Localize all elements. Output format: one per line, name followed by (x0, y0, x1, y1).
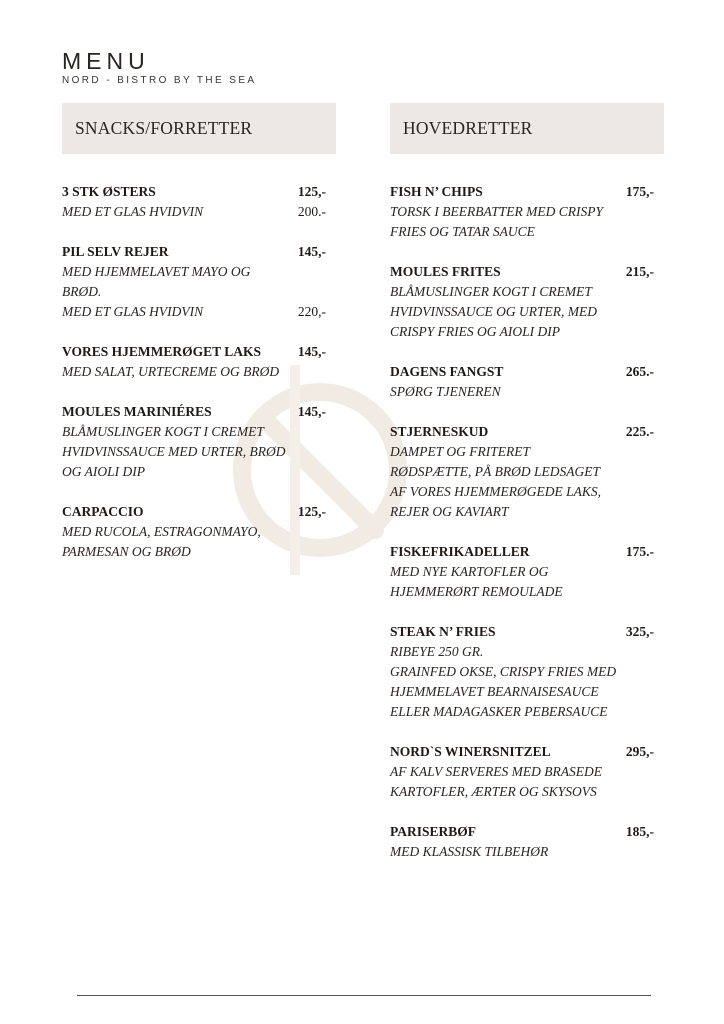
menu-item-description-line (390, 202, 664, 222)
menu-item-price: 225.- (625, 424, 654, 439)
menu-item-option-price: 200.- (297, 204, 326, 219)
menu-item (390, 262, 664, 342)
menu-item-description-line (390, 702, 664, 722)
menu-item-description: CRISPY FRIES OG AIOLI DIP (390, 324, 560, 339)
menu-item-option-price: 220,- (297, 304, 326, 319)
menu-item-description: HJEMMERØRT REMOULADE (390, 584, 563, 599)
menu-item-description-line (390, 322, 664, 342)
menu-item (62, 182, 336, 222)
menu-item-header (62, 182, 336, 202)
menu-item-description: DAMPET OG FRITERET (390, 444, 530, 459)
menu-item-description-line (390, 762, 664, 782)
menu-item-description-line (390, 502, 664, 522)
menu-item-description: MED HJEMMELAVET MAYO OG (62, 264, 251, 279)
menu-item-description: GRAINFED OKSE, CRISPY FRIES MED (390, 664, 617, 679)
menu-item-description-line (390, 442, 664, 462)
menu-item-description-line (62, 262, 336, 282)
main-courses-list (390, 182, 664, 862)
menu-item (62, 502, 336, 562)
menu-item (390, 742, 664, 802)
menu-item-name: FISKEFRIKADELLER (390, 544, 530, 559)
menu-item-header (390, 622, 664, 642)
menu-item-description-line (62, 542, 336, 562)
menu-item-description: PARMESAN OG BRØD (62, 544, 191, 559)
menu-item-description-line (62, 362, 336, 382)
menu-item-price: 325,- (625, 624, 654, 639)
menu-item-description-line (390, 282, 664, 302)
menu-item-header (390, 182, 664, 202)
menu-item-description-line (390, 782, 664, 802)
menu-item-description-line (390, 662, 664, 682)
menu-item-description-line (390, 462, 664, 482)
menu-item (62, 242, 336, 322)
menu-item-header (62, 242, 336, 262)
menu-item (390, 362, 664, 402)
menu-item-description: MED KLASSISK TILBEHØR (390, 844, 549, 859)
menu-item-description-line (390, 582, 664, 602)
menu-item (390, 422, 664, 522)
menu-item-description: HVIDVINSSAUCE OG URTER, MED (390, 304, 597, 319)
menu-item-description: HJEMMELAVET BEARNAISESAUCE (390, 684, 599, 699)
menu-item-description: MED ET GLAS HVIDVIN (62, 204, 204, 219)
menu-item-price: 175,- (625, 184, 654, 199)
menu-item-header (62, 342, 336, 362)
menu-item-name: CARPACCIO (62, 504, 144, 519)
menu-item (390, 822, 664, 862)
menu-item-name: FISH N’ CHIPS (390, 184, 483, 199)
menu-item-description: MED RUCOLA, ESTRAGONMAYO, (62, 524, 261, 539)
menu-item-name: MOULES MARINIÉRES (62, 404, 212, 419)
menu-item-header (390, 422, 664, 442)
menu-item-description: HVIDVINSSAUCE MED URTER, BRØD (62, 444, 286, 459)
snacks-column (62, 103, 336, 582)
menu-item-description: AF KALV SERVERES MED BRASEDE (390, 764, 602, 779)
menu-item-price: 145,- (297, 244, 326, 259)
menu-item-price: 125,- (297, 184, 326, 199)
menu-item-price: 175.- (625, 544, 654, 559)
menu-item-name: 3 STK ØSTERS (62, 184, 156, 199)
menu-item-description-line (390, 482, 664, 502)
menu-item-description-line (62, 282, 336, 302)
menu-item-name: NORD`S WINERSNITZEL (390, 744, 551, 759)
menu-item-name: PARISERBØF (390, 824, 477, 839)
section-header-snacks: SNACKS/FORRETTER (62, 103, 336, 154)
menu-item-name: VORES HJEMMERØGET LAKS (62, 344, 262, 359)
snacks-list (62, 182, 336, 562)
menu-item-description: SPØRG TJENEREN (390, 384, 501, 399)
menu-item (62, 402, 336, 482)
menu-item-price: 185,- (625, 824, 654, 839)
menu-item-price: 145,- (297, 404, 326, 419)
menu-item (390, 622, 664, 722)
menu-item-name: PIL SELV REJER (62, 244, 169, 259)
menu-item-description: AF VORES HJEMMERØGEDE LAKS, (390, 484, 602, 499)
menu-header (62, 48, 256, 86)
menu-item-header (62, 402, 336, 422)
menu-item-description: FRIES OG TATAR SAUCE (390, 224, 535, 239)
menu-item-description-line (62, 522, 336, 542)
menu-item-description: REJER OG KAVIART (390, 504, 509, 519)
menu-item-description-line (390, 642, 664, 662)
menu-item-header (390, 362, 664, 382)
menu-item-description: MED SALAT, URTECREME OG BRØD (62, 364, 280, 379)
menu-item-price: 125,- (297, 504, 326, 519)
menu-item-description: OG AIOLI DIP (62, 464, 145, 479)
main-courses-column (390, 103, 664, 882)
menu-item-price: 265.- (625, 364, 654, 379)
menu-item-price: 215,- (625, 264, 654, 279)
menu-item-description-line (390, 222, 664, 242)
footer-divider (77, 995, 651, 996)
menu-item-header (390, 742, 664, 762)
menu-item-name: STEAK N’ FRIES (390, 624, 496, 639)
menu-item-description-line (62, 202, 336, 222)
menu-item-name: STJERNESKUD (390, 424, 489, 439)
section-header-main-courses: HOVEDRETTER (390, 103, 664, 154)
menu-item-description-line (390, 842, 664, 862)
menu-item-description-line (390, 302, 664, 322)
menu-item-header (390, 542, 664, 562)
menu-item-description-line (62, 442, 336, 462)
menu-item-description: MED NYE KARTOFLER OG (390, 564, 549, 579)
menu-item-name: DAGENS FANGST (390, 364, 504, 379)
menu-item-price: 145,- (297, 344, 326, 359)
menu-item (390, 182, 664, 242)
menu-item-description: BRØD. (62, 284, 102, 299)
menu-item-header (390, 262, 664, 282)
page-subtitle: NORD - BISTRO BY THE SEA (62, 75, 257, 86)
page-title: MENU (62, 48, 150, 74)
menu-item-description: BLÅMUSLINGER KOGT I CREMET (390, 284, 592, 299)
menu-item-description: BLÅMUSLINGER KOGT I CREMET (62, 424, 264, 439)
menu-item (62, 342, 336, 382)
menu-item-description-line (62, 422, 336, 442)
menu-item-description: RIBEYE 250 GR. (390, 644, 484, 659)
menu-item-description: RØDSPÆTTE, PÅ BRØD LEDSAGET (390, 464, 600, 479)
menu-item-description: KARTOFLER, ÆRTER OG SKYSOVS (390, 784, 597, 799)
menu-item-name: MOULES FRITES (390, 264, 501, 279)
menu-item-description-line (390, 382, 664, 402)
menu-item-description: TORSK I BEERBATTER MED CRISPY (390, 204, 603, 219)
menu-item-description-line (62, 462, 336, 482)
menu-item-description-line (390, 562, 664, 582)
menu-item-description-line (390, 682, 664, 702)
menu-item-description-line (62, 302, 336, 322)
menu-item-description: ELLER MADAGASKER PEBERSAUCE (390, 704, 608, 719)
menu-item (390, 542, 664, 602)
menu-item-header (62, 502, 336, 522)
menu-item-price: 295,- (625, 744, 654, 759)
menu-item-header (390, 822, 664, 842)
menu-item-description: MED ET GLAS HVIDVIN (62, 304, 204, 319)
